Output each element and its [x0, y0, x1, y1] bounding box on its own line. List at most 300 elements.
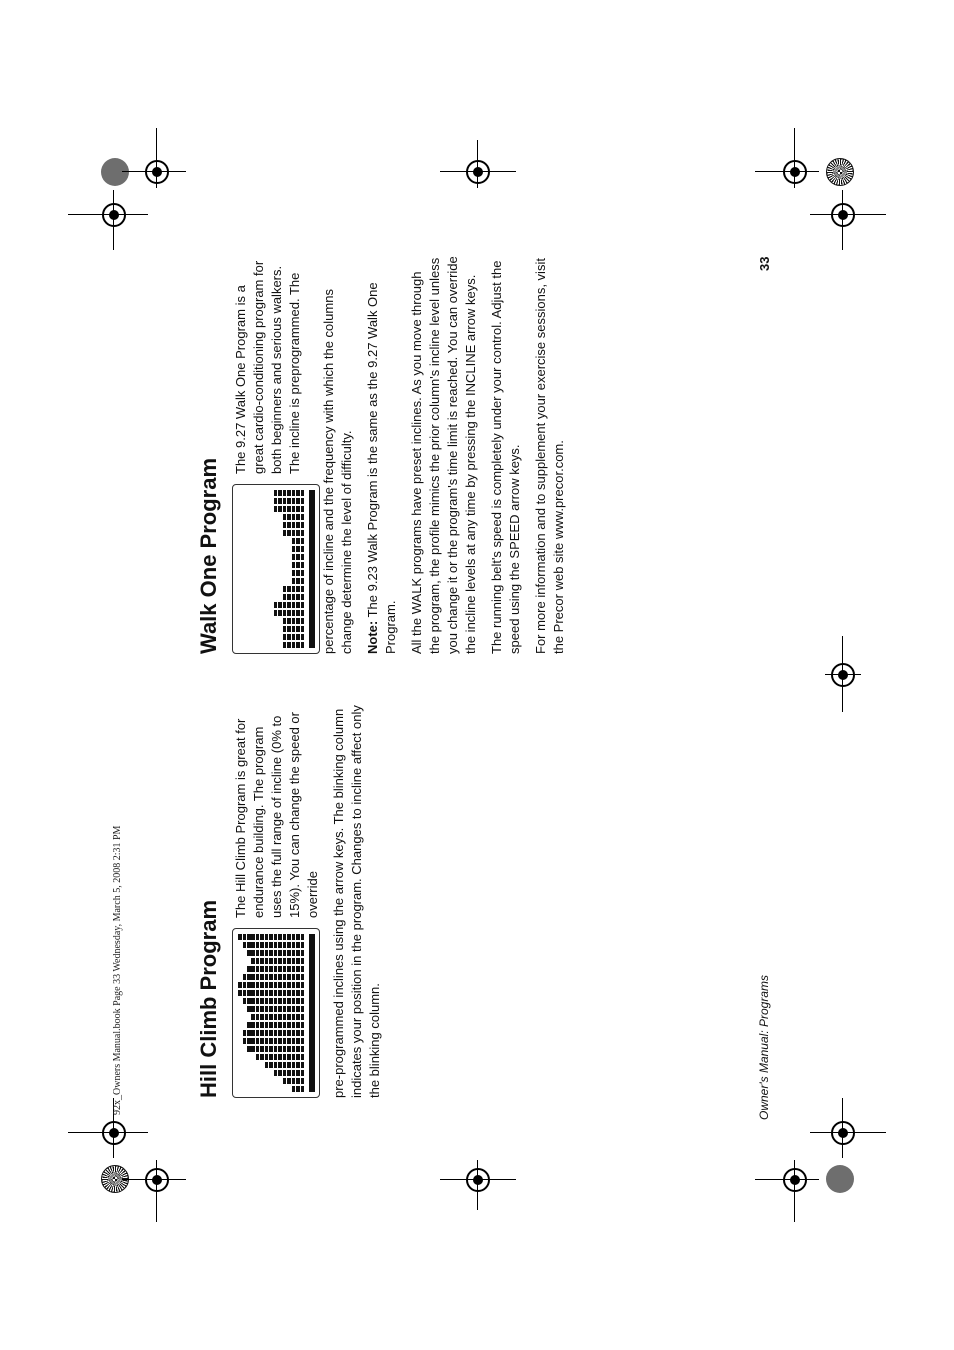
profile-cell: [292, 498, 296, 504]
profile-cell: [292, 634, 296, 640]
profile-cell: [278, 974, 282, 980]
profile-cell: [256, 1014, 260, 1020]
profile-cell: [274, 942, 278, 948]
profile-cell: [274, 1006, 278, 1012]
profile-cell: [274, 1022, 278, 1028]
profile-cell: [292, 1014, 296, 1020]
profile-cell: [274, 610, 278, 616]
profile-cell: [296, 966, 300, 972]
profile-cell: [287, 1030, 291, 1036]
profile-cell: [260, 974, 264, 980]
profile-cell: [287, 602, 291, 608]
profile-cell: [278, 1038, 282, 1044]
profile-cell: [260, 1054, 264, 1060]
profile-cell: [251, 990, 255, 996]
profile-cell: [251, 1046, 255, 1052]
registration-mark: [831, 203, 855, 227]
profile-cell: [256, 1054, 260, 1060]
profile-cell: [278, 498, 282, 504]
profile-cell: [296, 506, 300, 512]
profile-cell: [292, 554, 296, 560]
profile-cell: [243, 942, 247, 948]
profile-cell: [247, 1046, 251, 1052]
profile-cell: [247, 1030, 251, 1036]
profile-cell: [274, 1030, 278, 1036]
profile-cell: [283, 982, 287, 988]
profile-cell: [283, 950, 287, 956]
profile-cell: [260, 1046, 264, 1052]
profile-cell: [260, 998, 264, 1004]
profile-cell: [301, 1014, 305, 1020]
profile-cell: [260, 1038, 264, 1044]
profile-cell: [287, 1070, 291, 1076]
profile-cell: [265, 1062, 269, 1068]
profile-cell: [292, 546, 296, 552]
profile-cell: [287, 642, 291, 648]
page-number: 33: [757, 256, 772, 271]
profile-cell: [274, 506, 278, 512]
profile-cell: [301, 998, 305, 1004]
profile-cell: [292, 1006, 296, 1012]
profile-cell: [256, 1038, 260, 1044]
profile-cell: [260, 942, 264, 948]
profile-cell: [292, 1030, 296, 1036]
profile-cell: [256, 1006, 260, 1012]
profile-cell: [278, 1030, 282, 1036]
profile-cell: [287, 934, 291, 940]
profile-cell: [265, 1022, 269, 1028]
profile-cell: [296, 1046, 300, 1052]
profile-cell: [287, 998, 291, 1004]
profile-cell: [283, 634, 287, 640]
profile-cell: [292, 642, 296, 648]
profile-cell: [251, 974, 255, 980]
profile-cell: [283, 1014, 287, 1020]
profile-cell: [269, 974, 273, 980]
profile-cell: [283, 990, 287, 996]
profile-cell: [278, 602, 282, 608]
profile-cell: [256, 934, 260, 940]
profile-cell: [292, 934, 296, 940]
profile-cell: [243, 1030, 247, 1036]
profile-cell: [296, 998, 300, 1004]
profile-cell: [278, 942, 282, 948]
profile-cell: [260, 958, 264, 964]
profile-cell: [296, 1078, 300, 1084]
profile-cell: [296, 618, 300, 624]
profile-cell: [283, 1062, 287, 1068]
profile-cell: [296, 498, 300, 504]
profile-cell: [269, 1054, 273, 1060]
more-info-paragraph: For more information and to supplement your exercise sessions, visit the Precor web site www.precor.com.: [533, 258, 566, 654]
profile-cell: [287, 1006, 291, 1012]
profile-cell: [265, 1030, 269, 1036]
profile-cell: [301, 990, 305, 996]
profile-cell: [283, 966, 287, 972]
profile-cell: [251, 942, 255, 948]
profile-cell: [269, 1022, 273, 1028]
grey-dot-mark: [101, 158, 129, 186]
profile-cell: [247, 1038, 251, 1044]
profile-cell: [296, 942, 300, 948]
profile-cell: [283, 530, 287, 536]
profile-cell: [269, 1046, 273, 1052]
profile-cell: [283, 506, 287, 512]
profile-cell: [292, 586, 296, 592]
profile-cell: [287, 498, 291, 504]
hill-climb-profile-display: [232, 928, 320, 1098]
profile-cell: [292, 530, 296, 536]
profile-cell: [265, 950, 269, 956]
profile-cell: [251, 1030, 255, 1036]
profile-cell: [274, 1054, 278, 1060]
profile-cell: [292, 990, 296, 996]
walk-one-body: percentage of incline and the frequency with which the columns change determine the level of difficulty.: [321, 289, 354, 654]
profile-cell: [301, 1070, 305, 1076]
registration-mark: [783, 160, 807, 184]
profile-cell: [274, 1070, 278, 1076]
profile-cell: [292, 998, 296, 1004]
profile-cell: [278, 506, 282, 512]
profile-cell: [260, 966, 264, 972]
profile-cell: [269, 1030, 273, 1036]
profile-cell: [278, 998, 282, 1004]
profile-cell: [238, 934, 242, 940]
profile-cell: [301, 1030, 305, 1036]
profile-cell: [292, 506, 296, 512]
profile-cell: [251, 1014, 255, 1020]
profile-cell: [278, 1046, 282, 1052]
profile-cell: [269, 990, 273, 996]
profile-cell: [283, 514, 287, 520]
profile-cell: [269, 1014, 273, 1020]
profile-cell: [296, 934, 300, 940]
profile-cell: [283, 490, 287, 496]
profile-cell: [260, 1014, 264, 1020]
profile-cell: [301, 490, 305, 496]
profile-cell: [247, 966, 251, 972]
profile-cell: [296, 1070, 300, 1076]
profile-cell: [301, 522, 305, 528]
profile-cell: [283, 1038, 287, 1044]
profile-cell: [287, 522, 291, 528]
profile-cell: [265, 1038, 269, 1044]
profile-cell: [247, 982, 251, 988]
walk-one-section: [196, 254, 576, 654]
profile-cell: [296, 546, 300, 552]
profile-cell: [251, 934, 255, 940]
profile-cell: [269, 950, 273, 956]
profile-cell: [296, 522, 300, 528]
profile-cell: [269, 1062, 273, 1068]
profile-cell: [283, 642, 287, 648]
profile-cell: [287, 1062, 291, 1068]
profile-cell: [292, 610, 296, 616]
profile-cell: [296, 1022, 300, 1028]
profile-cell: [283, 522, 287, 528]
profile-cell: [292, 974, 296, 980]
profile-cell: [296, 1038, 300, 1044]
profile-cell: [292, 594, 296, 600]
profile-cell: [301, 626, 305, 632]
profile-cell: [243, 974, 247, 980]
registration-mark: [831, 1121, 855, 1145]
profile-cell: [296, 990, 300, 996]
profile-cell: [292, 578, 296, 584]
profile-cell: [265, 1054, 269, 1060]
profile-cell: [301, 642, 305, 648]
profile-cell: [301, 1078, 305, 1084]
profile-cell: [260, 990, 264, 996]
profile-cell: [260, 1030, 264, 1036]
profile-cell: [296, 1030, 300, 1036]
profile-cell: [292, 538, 296, 544]
registration-mark: [783, 1168, 807, 1192]
profile-cell: [278, 1062, 282, 1068]
profile-cell: [256, 966, 260, 972]
hill-climb-section: [196, 698, 392, 1098]
profile-cell: [301, 1046, 305, 1052]
profile-cell: [296, 554, 300, 560]
profile-cell: [260, 982, 264, 988]
profile-cell: [301, 1006, 305, 1012]
profile-cell: [269, 966, 273, 972]
profile-cell: [256, 958, 260, 964]
profile-cell: [292, 1046, 296, 1052]
profile-cell: [283, 586, 287, 592]
profile-cell: [301, 562, 305, 568]
profile-cell: [274, 1062, 278, 1068]
profile-cell: [256, 950, 260, 956]
profile-cell: [256, 1046, 260, 1052]
speed-paragraph: The running belt's speed is completely under your control. Adjust the speed using the SPEED arrow keys.: [489, 260, 522, 654]
profile-cell: [287, 594, 291, 600]
hill-climb-intro: The Hill Climb Program is great for endurance building. The program uses the full range of incline (0% to 15%). You can change the speed or override: [233, 712, 320, 918]
profile-cell: [243, 934, 247, 940]
profile-cell: [278, 990, 282, 996]
profile-cell: [292, 522, 296, 528]
profile-cell: [278, 490, 282, 496]
profile-cell: [256, 998, 260, 1004]
profile-cell: [243, 998, 247, 1004]
profile-cell: [265, 1014, 269, 1020]
profile-cell: [247, 998, 251, 1004]
profile-cell: [292, 570, 296, 576]
profile-cell: [283, 934, 287, 940]
book-header-note: 92x_Owners Manual.book Page 33 Wednesday, March 5, 2008 2:31 PM: [112, 825, 123, 1115]
profile-cell: [283, 594, 287, 600]
profile-cell: [296, 610, 300, 616]
profile-cell: [296, 538, 300, 544]
profile-cell: [296, 562, 300, 568]
profile-cell: [238, 990, 242, 996]
profile-cell: [292, 982, 296, 988]
running-footer: Owner's Manual: Programs: [757, 974, 771, 1120]
registration-mark: [831, 663, 855, 687]
profile-cell: [296, 950, 300, 956]
profile-cell: [274, 498, 278, 504]
profile-cell: [287, 490, 291, 496]
profile-cell: [301, 610, 305, 616]
profile-cell: [251, 982, 255, 988]
profile-cell: [301, 950, 305, 956]
profile-cell: [292, 966, 296, 972]
profile-cell: [296, 602, 300, 608]
profile-cell: [287, 1022, 291, 1028]
profile-cell: [247, 1006, 251, 1012]
profile-cell: [274, 958, 278, 964]
profile-cell: [301, 594, 305, 600]
profile-cell: [247, 1022, 251, 1028]
profile-cell: [238, 982, 242, 988]
profile-column-labels: [309, 490, 315, 648]
profile-cell: [283, 958, 287, 964]
profile-cell: [260, 934, 264, 940]
profile-column-labels: [309, 934, 315, 1092]
profile-cell: [296, 634, 300, 640]
profile-cell: [296, 578, 300, 584]
profile-cell: [283, 942, 287, 948]
profile-cell: [265, 1006, 269, 1012]
profile-cell: [287, 1014, 291, 1020]
profile-cell: [287, 982, 291, 988]
profile-cell: [296, 982, 300, 988]
profile-cell: [292, 950, 296, 956]
profile-cell: [296, 1006, 300, 1012]
profile-cell: [296, 626, 300, 632]
profile-cell: [269, 958, 273, 964]
profile-cell: [296, 594, 300, 600]
profile-cell: [296, 570, 300, 576]
profile-cell: [287, 514, 291, 520]
profile-cell: [296, 514, 300, 520]
profile-cell: [247, 974, 251, 980]
profile-cell: [292, 618, 296, 624]
note-text: The 9.23 Walk Program is the same as the 9.27 Walk One Program.: [365, 282, 398, 654]
walk-one-profile-display: [232, 484, 320, 654]
profile-cell: [274, 950, 278, 956]
profile-cell: [278, 966, 282, 972]
profile-cell: [301, 546, 305, 552]
profile-cell: [274, 602, 278, 608]
walk-one-intro: The 9.27 Walk One Program is a great cardio-conditioning program for both beginners and serious walkers. The incline is preprogrammed. The: [233, 260, 302, 474]
profile-cell: [243, 990, 247, 996]
star-dot-mark: [826, 158, 854, 186]
profile-cell: [287, 990, 291, 996]
hill-climb-body: pre-programmed inclines using the arrow keys. The blinking column indicates your position in the program. Changes to incline affect only the blinking column.: [331, 705, 382, 1098]
section-title: Walk One Program: [196, 457, 221, 654]
profile-cell: [292, 562, 296, 568]
profile-cell: [256, 1030, 260, 1036]
walk-programs-paragraph: All the WALK programs have preset inclines. As you move through the program, the profile mimics the prior column's incline level unless you change it or the program's time limit is reached. You can override the incline levels at any time by pressing the INCLINE arrow keys.: [409, 256, 478, 654]
profile-cell: [301, 498, 305, 504]
profile-cell: [283, 1046, 287, 1052]
profile-cell: [287, 618, 291, 624]
profile-cell: [269, 1038, 273, 1044]
profile-cell: [287, 506, 291, 512]
profile-cell: [287, 950, 291, 956]
profile-cell: [247, 990, 251, 996]
profile-cell: [287, 626, 291, 632]
profile-cell: [296, 490, 300, 496]
profile-cell: [251, 950, 255, 956]
profile-cell: [287, 1046, 291, 1052]
profile-cell: [265, 982, 269, 988]
profile-cell: [292, 1022, 296, 1028]
profile-cell: [269, 982, 273, 988]
profile-cell: [269, 998, 273, 1004]
profile-cell: [296, 586, 300, 592]
profile-cell: [287, 610, 291, 616]
profile-cell: [292, 942, 296, 948]
profile-cell: [283, 1054, 287, 1060]
registration-mark: [145, 160, 169, 184]
profile-cell: [260, 1006, 264, 1012]
profile-cell: [296, 1014, 300, 1020]
profile-cell: [265, 942, 269, 948]
profile-cell: [256, 1022, 260, 1028]
profile-cell: [287, 974, 291, 980]
profile-cell: [283, 618, 287, 624]
profile-cell: [251, 998, 255, 1004]
profile-cell: [287, 530, 291, 536]
profile-cell: [265, 1046, 269, 1052]
profile-cell: [274, 1014, 278, 1020]
profile-cell: [287, 1054, 291, 1060]
profile-cell: [243, 982, 247, 988]
registration-mark: [145, 1168, 169, 1192]
profile-cell: [278, 1006, 282, 1012]
profile-cell: [287, 958, 291, 964]
profile-cell: [265, 966, 269, 972]
profile-cell: [296, 1062, 300, 1068]
profile-cell: [292, 1038, 296, 1044]
profile-cell: [274, 1038, 278, 1044]
profile-cell: [278, 1022, 282, 1028]
profile-cell: [301, 934, 305, 940]
profile-cell: [274, 934, 278, 940]
profile-cell: [283, 1030, 287, 1036]
profile-cell: [292, 1070, 296, 1076]
profile-cell: [278, 982, 282, 988]
profile-cell: [301, 982, 305, 988]
profile-cell: [301, 974, 305, 980]
profile-cell: [265, 974, 269, 980]
registration-mark: [102, 203, 126, 227]
profile-cell: [296, 958, 300, 964]
profile-cell: [256, 974, 260, 980]
profile-cell: [283, 1070, 287, 1076]
profile-cell: [283, 498, 287, 504]
registration-mark: [466, 1168, 490, 1192]
profile-cell: [292, 1054, 296, 1060]
profile-cell: [292, 514, 296, 520]
profile-cell: [301, 538, 305, 544]
profile-cell: [292, 958, 296, 964]
profile-cell: [243, 1038, 247, 1044]
profile-cell: [256, 982, 260, 988]
profile-cell: [287, 1078, 291, 1084]
profile-cell: [301, 586, 305, 592]
profile-cell: [287, 942, 291, 948]
profile-cell: [247, 934, 251, 940]
profile-cell: [283, 1022, 287, 1028]
profile-cell: [301, 966, 305, 972]
profile-cell: [287, 586, 291, 592]
profile-cell: [274, 974, 278, 980]
profile-cell: [287, 1038, 291, 1044]
profile-cell: [301, 1062, 305, 1068]
